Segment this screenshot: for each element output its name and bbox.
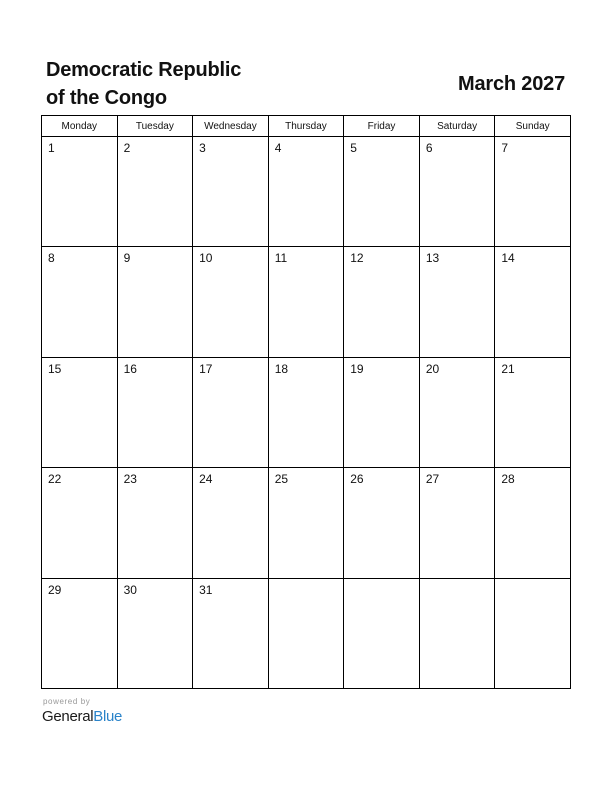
week-row bbox=[42, 468, 571, 578]
day-number: 18 bbox=[274, 361, 289, 376]
day-number: 25 bbox=[274, 472, 289, 487]
day-cell bbox=[495, 468, 571, 578]
day-cell bbox=[193, 357, 269, 467]
day-number: 6 bbox=[425, 141, 433, 155]
day-cell bbox=[117, 247, 193, 357]
day-cell bbox=[344, 357, 420, 467]
day-number: 29 bbox=[48, 582, 62, 597]
day-cell bbox=[495, 247, 571, 357]
day-number: 10 bbox=[199, 251, 213, 266]
day-number: 5 bbox=[350, 141, 357, 155]
day-cell bbox=[193, 578, 269, 688]
day-cell bbox=[495, 137, 571, 247]
day-number: 14 bbox=[501, 251, 515, 266]
weekday-header: Wednesday bbox=[193, 116, 269, 137]
day-cell bbox=[193, 247, 269, 357]
day-number: 23 bbox=[123, 472, 137, 487]
day-cell bbox=[268, 357, 344, 467]
day-cell bbox=[117, 357, 193, 467]
day-cell bbox=[419, 247, 495, 357]
day-cell bbox=[495, 578, 571, 688]
week-row bbox=[42, 137, 571, 247]
day-number: 19 bbox=[350, 361, 364, 376]
day-cell bbox=[344, 468, 420, 578]
day-number: 31 bbox=[199, 582, 213, 597]
day-number: 12 bbox=[350, 251, 364, 266]
day-number bbox=[495, 579, 570, 584]
day-cell bbox=[419, 468, 495, 578]
day-cell bbox=[42, 247, 118, 357]
weekday-header: Saturday bbox=[419, 116, 495, 137]
day-cell bbox=[42, 137, 118, 247]
day-number: 2 bbox=[123, 141, 131, 155]
day-cell bbox=[344, 137, 420, 247]
month-year-title: March 2027 bbox=[458, 73, 565, 95]
week-row bbox=[42, 357, 571, 467]
day-number: 26 bbox=[350, 472, 364, 487]
day-cell bbox=[268, 468, 344, 578]
day-number: 15 bbox=[48, 361, 62, 376]
day-number: 28 bbox=[501, 472, 515, 487]
day-number: 7 bbox=[501, 141, 509, 155]
day-cell bbox=[419, 357, 495, 467]
day-cell bbox=[268, 578, 344, 688]
day-number bbox=[420, 579, 495, 584]
day-number: 20 bbox=[425, 361, 440, 376]
day-cell bbox=[42, 357, 118, 467]
day-number: 17 bbox=[199, 361, 213, 376]
day-number bbox=[269, 579, 344, 584]
weekday-header: Tuesday bbox=[117, 116, 193, 137]
day-number: 3 bbox=[199, 141, 206, 155]
day-cell bbox=[193, 137, 269, 247]
day-cell bbox=[42, 578, 118, 688]
day-cell bbox=[193, 468, 269, 578]
weekday-header: Thursday bbox=[268, 116, 344, 137]
logo-text-blue: Blue bbox=[93, 708, 123, 725]
week-row bbox=[42, 247, 571, 357]
day-number: 8 bbox=[48, 251, 55, 266]
week-row bbox=[42, 578, 571, 688]
logo-text-general: General bbox=[42, 708, 94, 725]
country-title-line1: Democratic Republic bbox=[46, 59, 242, 81]
day-number: 16 bbox=[123, 361, 137, 376]
day-number: 4 bbox=[274, 141, 282, 155]
weekday-header: Sunday bbox=[495, 116, 571, 137]
day-number: 1 bbox=[48, 141, 55, 155]
day-cell bbox=[419, 578, 495, 688]
powered-by-label: powered by bbox=[43, 697, 91, 706]
day-cell bbox=[419, 137, 495, 247]
day-cell bbox=[42, 468, 118, 578]
day-number: 11 bbox=[274, 251, 288, 266]
day-cell bbox=[344, 247, 420, 357]
day-cell bbox=[268, 247, 344, 357]
day-cell bbox=[344, 578, 420, 688]
day-number bbox=[344, 579, 419, 584]
day-number: 30 bbox=[123, 582, 137, 597]
country-title-line2: of the Congo bbox=[46, 87, 167, 109]
day-cell bbox=[495, 357, 571, 467]
day-cell bbox=[117, 578, 193, 688]
generalblue-logo[interactable] bbox=[42, 707, 122, 727]
day-cell bbox=[117, 468, 193, 578]
weekday-header: Friday bbox=[344, 116, 420, 137]
footer-branding bbox=[42, 697, 122, 727]
day-number: 13 bbox=[425, 251, 440, 266]
calendar-grid bbox=[41, 115, 571, 689]
weekday-header-row bbox=[42, 116, 571, 137]
day-number: 22 bbox=[48, 472, 62, 487]
day-number: 24 bbox=[199, 472, 213, 487]
day-number: 21 bbox=[501, 361, 515, 376]
weekday-header: Monday bbox=[42, 116, 118, 137]
country-title bbox=[46, 56, 306, 112]
day-cell bbox=[117, 137, 193, 247]
day-cell bbox=[268, 137, 344, 247]
day-number: 27 bbox=[425, 472, 440, 487]
day-number: 9 bbox=[123, 251, 131, 266]
